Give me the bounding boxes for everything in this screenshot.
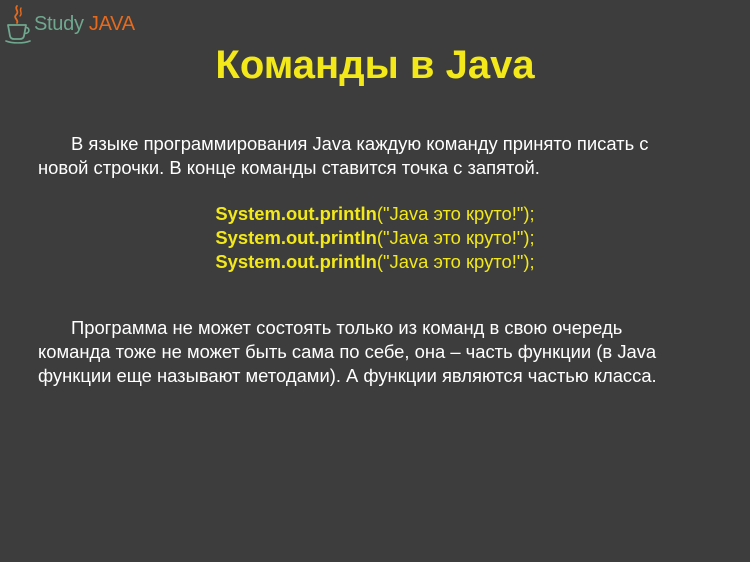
code-method: System.out.println xyxy=(215,227,377,248)
intro-paragraph: В языке программирования Java каждую команду принято писать с новой строчки. В конце команды ставится точка с запятой. xyxy=(38,133,649,178)
code-args: ("Java это круто!"); xyxy=(376,251,535,272)
code-method: System.out.println xyxy=(215,203,377,224)
code-line xyxy=(0,202,750,226)
code-example xyxy=(0,202,750,274)
logo-text-study: Study xyxy=(34,13,89,35)
code-args: ("Java это круто!"); xyxy=(376,227,535,248)
code-line xyxy=(0,250,750,274)
explanation-paragraph: Программа не может состоять только из команд в свою очередь команда тоже не может быть сама по себе, она – часть функции (в Java функции еще называют методами). А функции являются частью класса. xyxy=(38,317,657,386)
code-args: ("Java это круто!"); xyxy=(376,203,535,224)
logo-text-java: JAVA xyxy=(88,13,135,35)
code-method: System.out.println xyxy=(215,251,377,272)
code-line xyxy=(0,226,750,250)
slide-title: Команды в Java xyxy=(215,43,535,87)
